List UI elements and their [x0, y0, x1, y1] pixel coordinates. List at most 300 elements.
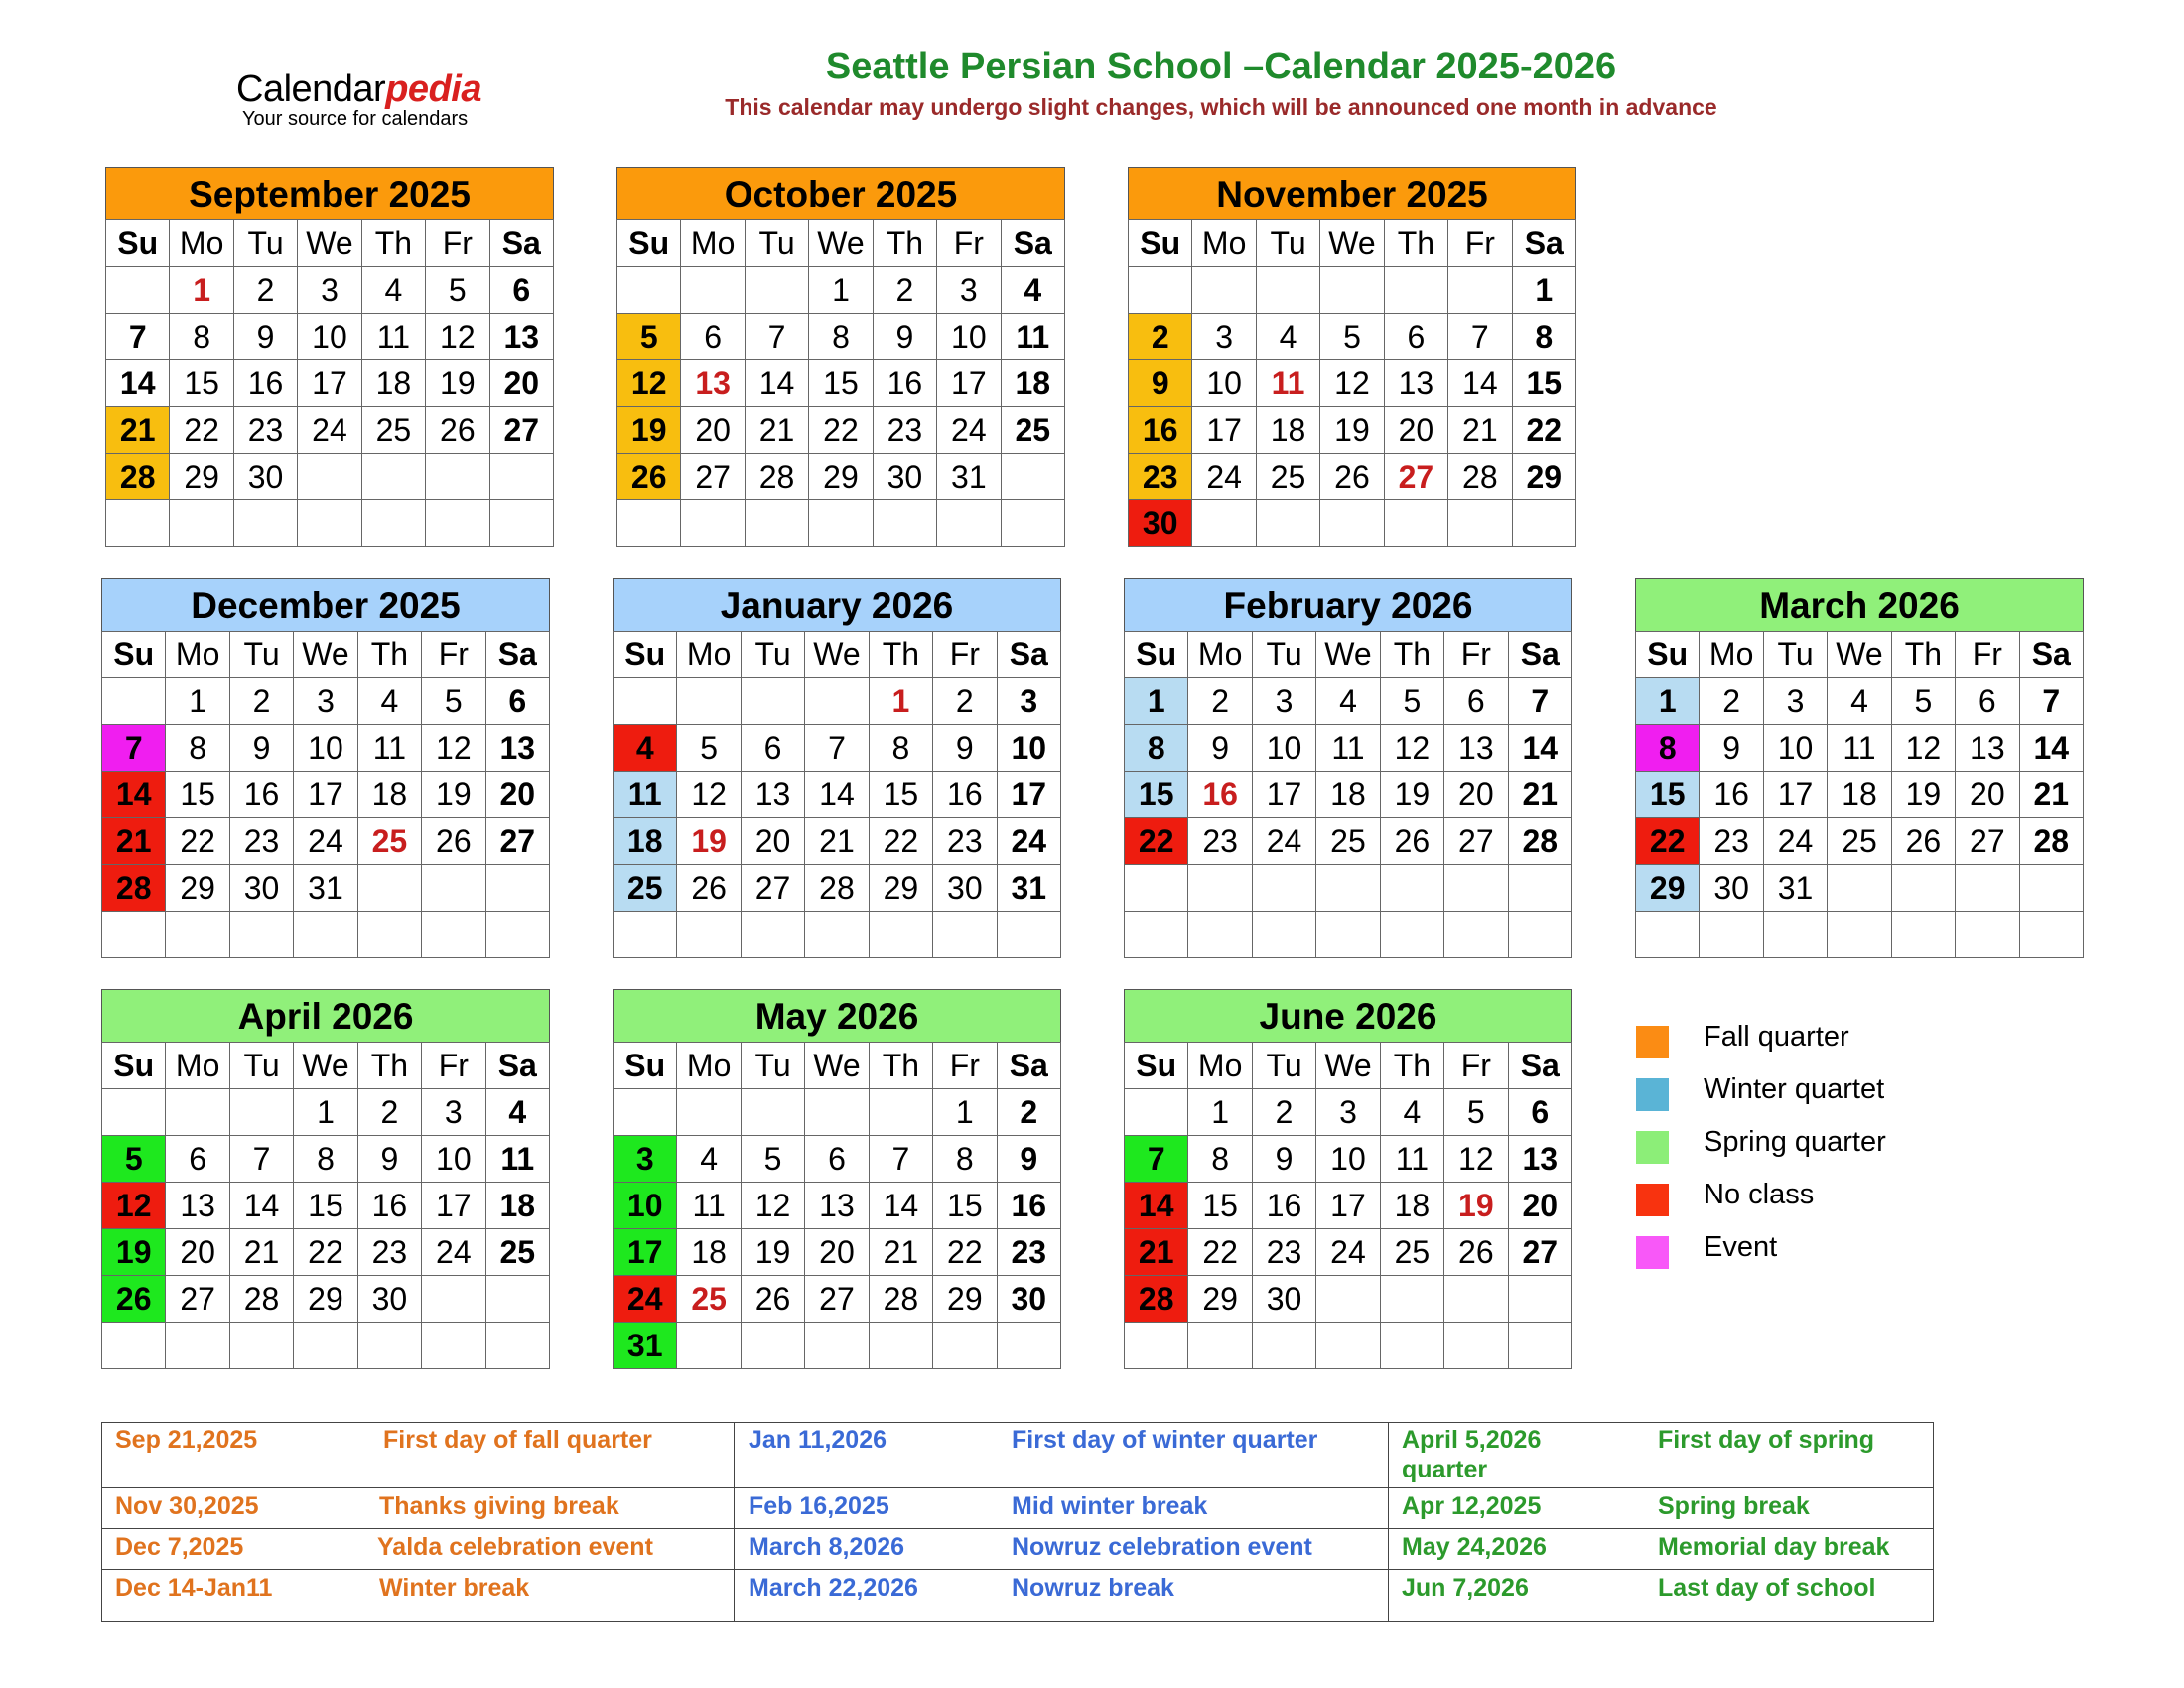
empty-day-cell — [741, 1089, 804, 1136]
day-cell: 8 — [869, 725, 932, 772]
day-cell: 1 — [294, 1089, 357, 1136]
weekday-label: We — [805, 1043, 869, 1089]
day-cell: 31 — [937, 454, 1001, 500]
day-cell: 23 — [1700, 818, 1763, 865]
day-cell: 1 — [1636, 678, 1700, 725]
day-cell: 14 — [1125, 1183, 1188, 1229]
day-cell: 24 — [1763, 818, 1827, 865]
weekday-header-row — [1125, 1043, 1572, 1089]
week-row — [1125, 1183, 1572, 1229]
empty-day-cell — [489, 454, 553, 500]
empty-day-cell — [1444, 1323, 1508, 1369]
event-date: Dec 14-Jan11 — [115, 1574, 273, 1602]
empty-day-cell — [1891, 912, 1955, 958]
weekday-label: Tu — [229, 632, 293, 678]
week-row — [614, 818, 1061, 865]
month-title: November 2025 — [1128, 167, 1576, 219]
weekday-label: Su — [106, 220, 170, 267]
day-cell: 23 — [1129, 454, 1192, 500]
empty-day-cell — [1380, 1276, 1443, 1323]
weekday-header-row — [1636, 632, 2084, 678]
day-cell: 8 — [809, 314, 873, 360]
weekday-label: Mo — [170, 220, 233, 267]
events-column-winter — [734, 1423, 1389, 1621]
empty-day-cell — [997, 912, 1060, 958]
event-date: Sep 21,2025 — [115, 1426, 258, 1454]
events-table — [101, 1422, 1934, 1622]
empty-day-cell — [485, 865, 549, 912]
day-cell: 18 — [357, 772, 421, 818]
day-cell: 8 — [1636, 725, 1700, 772]
empty-day-cell — [745, 500, 808, 547]
day-cell: 30 — [1700, 865, 1763, 912]
weekday-label: Sa — [489, 220, 553, 267]
week-row — [1636, 912, 2084, 958]
day-cell: 27 — [1956, 818, 2019, 865]
weekday-label: Su — [614, 1043, 677, 1089]
day-cell: 20 — [1444, 772, 1508, 818]
weekday-label: Th — [361, 220, 425, 267]
day-cell: 26 — [1320, 454, 1384, 500]
day-cell: 2 — [1252, 1089, 1315, 1136]
event-description: Yalda celebration event — [377, 1533, 653, 1561]
day-cell: 4 — [677, 1136, 741, 1183]
day-cell: 31 — [997, 865, 1060, 912]
weekday-label: Fr — [1444, 632, 1508, 678]
empty-day-cell — [1188, 1323, 1252, 1369]
empty-day-cell — [361, 500, 425, 547]
day-cell: 21 — [106, 407, 170, 454]
week-row — [106, 454, 554, 500]
day-cell: 10 — [298, 314, 361, 360]
empty-day-cell — [933, 912, 997, 958]
day-cell: 20 — [681, 407, 745, 454]
week-row — [102, 725, 550, 772]
day-cell: 5 — [422, 678, 485, 725]
day-cell: 17 — [298, 360, 361, 407]
day-cell: 17 — [1763, 772, 1827, 818]
weekday-label: Fr — [1956, 632, 2019, 678]
day-cell: 20 — [489, 360, 553, 407]
weekday-label: Tu — [229, 1043, 293, 1089]
day-cell: 13 — [681, 360, 745, 407]
day-cell: 7 — [1125, 1136, 1188, 1183]
day-cell: 9 — [1252, 1136, 1315, 1183]
weekday-header-row — [106, 220, 554, 267]
day-cell: 4 — [361, 267, 425, 314]
empty-day-cell — [1508, 912, 1571, 958]
month-title: April 2026 — [101, 989, 550, 1042]
week-row — [102, 865, 550, 912]
weekday-label: Mo — [677, 1043, 741, 1089]
empty-day-cell — [1125, 865, 1188, 912]
day-cell: 27 — [805, 1276, 869, 1323]
day-cell: 6 — [1384, 314, 1447, 360]
empty-day-cell — [485, 1276, 549, 1323]
day-cell: 5 — [1444, 1089, 1508, 1136]
day-cell: 23 — [873, 407, 936, 454]
legend-swatch — [1636, 1026, 1669, 1058]
week-row — [106, 314, 554, 360]
day-cell: 10 — [422, 1136, 485, 1183]
weekday-label: Th — [869, 1043, 932, 1089]
event-description: Nowruz break — [1012, 1574, 1174, 1602]
empty-day-cell — [357, 1323, 421, 1369]
day-cell: 5 — [1380, 678, 1443, 725]
empty-day-cell — [1316, 1276, 1380, 1323]
empty-day-cell — [106, 267, 170, 314]
day-cell: 3 — [614, 1136, 677, 1183]
weekday-label: Sa — [1508, 1043, 1571, 1089]
empty-day-cell — [1448, 500, 1512, 547]
day-cell: 17 — [422, 1183, 485, 1229]
day-cell: 23 — [997, 1229, 1060, 1276]
weekday-label: Sa — [997, 1043, 1060, 1089]
day-cell: 21 — [869, 1229, 932, 1276]
day-cell: 8 — [166, 725, 229, 772]
logo-tagline: Your source for calendars — [242, 108, 469, 130]
empty-day-cell — [2019, 865, 2083, 912]
event-date: Feb 16,2025 — [749, 1492, 889, 1520]
day-cell: 30 — [1129, 500, 1192, 547]
day-cell: 17 — [1316, 1183, 1380, 1229]
day-cell: 2 — [229, 678, 293, 725]
day-cell: 7 — [229, 1136, 293, 1183]
event-description: Winter break — [379, 1574, 530, 1602]
day-cell: 11 — [361, 314, 425, 360]
weekday-label: Mo — [1700, 632, 1763, 678]
day-cell: 6 — [489, 267, 553, 314]
empty-day-cell — [294, 1323, 357, 1369]
day-cell: 4 — [614, 725, 677, 772]
legend-item — [1628, 1118, 2045, 1171]
day-cell: 28 — [229, 1276, 293, 1323]
empty-day-cell — [614, 1089, 677, 1136]
event-row — [102, 1528, 734, 1570]
day-cell: 23 — [229, 818, 293, 865]
weekday-label: Mo — [681, 220, 745, 267]
weekday-label: Mo — [1192, 220, 1256, 267]
day-cell: 22 — [933, 1229, 997, 1276]
day-cell: 15 — [166, 772, 229, 818]
week-row — [614, 772, 1061, 818]
day-cell: 5 — [1320, 314, 1384, 360]
day-cell: 2 — [1188, 678, 1252, 725]
empty-day-cell — [1125, 1089, 1188, 1136]
page-title: Seattle Persian School –Calendar 2025-2026 — [825, 46, 1617, 87]
day-cell: 2 — [933, 678, 997, 725]
day-cell: 15 — [809, 360, 873, 407]
event-date: April 5,2026 quarter — [1402, 1426, 1542, 1483]
month-title: March 2026 — [1635, 578, 2084, 631]
day-cell: 25 — [1828, 818, 1891, 865]
week-row — [1636, 725, 2084, 772]
day-cell: 6 — [485, 678, 549, 725]
empty-day-cell — [1125, 912, 1188, 958]
month-calendar — [1124, 989, 1572, 1369]
weekday-label: Tu — [745, 220, 808, 267]
day-cell: 29 — [869, 865, 932, 912]
day-cell: 20 — [1956, 772, 2019, 818]
day-cell: 28 — [102, 865, 166, 912]
day-cell: 25 — [357, 818, 421, 865]
empty-day-cell — [1316, 865, 1380, 912]
day-cell: 16 — [229, 772, 293, 818]
weekday-label: Fr — [933, 632, 997, 678]
day-cell: 31 — [1763, 865, 1827, 912]
empty-day-cell — [1636, 912, 1700, 958]
day-cell: 15 — [1188, 1183, 1252, 1229]
legend-label: No class — [1704, 1179, 1815, 1210]
day-cell: 7 — [805, 725, 869, 772]
empty-day-cell — [1891, 865, 1955, 912]
day-cell: 3 — [1192, 314, 1256, 360]
day-cell: 9 — [997, 1136, 1060, 1183]
event-date: Jan 11,2026 — [749, 1426, 887, 1454]
empty-day-cell — [294, 912, 357, 958]
day-cell: 4 — [357, 678, 421, 725]
day-cell: 11 — [1256, 360, 1319, 407]
weekday-label: Th — [1380, 632, 1443, 678]
day-cell: 16 — [1188, 772, 1252, 818]
week-row — [614, 865, 1061, 912]
day-cell: 13 — [1444, 725, 1508, 772]
week-row — [1129, 314, 1576, 360]
month-calendar — [101, 578, 550, 958]
weekday-label: We — [298, 220, 361, 267]
event-row — [735, 1528, 1389, 1570]
weekday-header-row — [1125, 632, 1572, 678]
month-title: October 2025 — [616, 167, 1065, 219]
weekday-label: Tu — [233, 220, 297, 267]
day-cell: 26 — [422, 818, 485, 865]
day-cell: 10 — [1316, 1136, 1380, 1183]
empty-day-cell — [229, 1089, 293, 1136]
week-row — [1129, 407, 1576, 454]
empty-day-cell — [229, 1323, 293, 1369]
week-row — [1125, 865, 1572, 912]
week-row — [614, 1229, 1061, 1276]
weekday-label: Sa — [1001, 220, 1064, 267]
weekday-label: Mo — [166, 632, 229, 678]
day-cell: 23 — [1252, 1229, 1315, 1276]
empty-day-cell — [1001, 454, 1064, 500]
week-row — [106, 360, 554, 407]
empty-day-cell — [422, 1323, 485, 1369]
day-cell: 24 — [1192, 454, 1256, 500]
day-cell: 18 — [1380, 1183, 1443, 1229]
day-cell: 13 — [805, 1183, 869, 1229]
week-row — [614, 1183, 1061, 1229]
empty-day-cell — [298, 454, 361, 500]
event-row — [102, 1423, 734, 1487]
weekday-label: Su — [1129, 220, 1192, 267]
day-cell: 27 — [489, 407, 553, 454]
empty-day-cell — [997, 1323, 1060, 1369]
day-cell: 24 — [294, 818, 357, 865]
day-cell: 25 — [1001, 407, 1064, 454]
day-cell: 25 — [1380, 1229, 1443, 1276]
day-cell: 12 — [1380, 725, 1443, 772]
month-title: February 2026 — [1124, 578, 1572, 631]
day-cell: 18 — [361, 360, 425, 407]
week-row — [1129, 500, 1576, 547]
day-cell: 20 — [485, 772, 549, 818]
day-cell: 29 — [809, 454, 873, 500]
legend-item — [1628, 1013, 2045, 1065]
empty-day-cell — [869, 1323, 932, 1369]
empty-day-cell — [1700, 912, 1763, 958]
empty-day-cell — [1320, 267, 1384, 314]
week-row — [617, 407, 1065, 454]
empty-day-cell — [745, 267, 808, 314]
day-cell: 8 — [170, 314, 233, 360]
week-row — [1125, 912, 1572, 958]
day-cell: 9 — [357, 1136, 421, 1183]
empty-day-cell — [1508, 1323, 1571, 1369]
day-cell: 1 — [166, 678, 229, 725]
empty-day-cell — [677, 1323, 741, 1369]
day-cell: 28 — [805, 865, 869, 912]
day-cell: 22 — [1125, 818, 1188, 865]
weekday-label: We — [1316, 632, 1380, 678]
weekday-label: Mo — [1188, 1043, 1252, 1089]
empty-day-cell — [166, 1089, 229, 1136]
day-cell: 14 — [745, 360, 808, 407]
day-cell: 29 — [166, 865, 229, 912]
day-cell: 11 — [485, 1136, 549, 1183]
day-cell: 12 — [617, 360, 681, 407]
week-row — [106, 407, 554, 454]
week-row — [102, 678, 550, 725]
month-title: January 2026 — [613, 578, 1061, 631]
month-table — [101, 631, 550, 958]
day-cell: 3 — [997, 678, 1060, 725]
legend-swatch — [1636, 1131, 1669, 1164]
day-cell: 9 — [873, 314, 936, 360]
day-cell: 8 — [1512, 314, 1575, 360]
empty-day-cell — [1384, 267, 1447, 314]
month-title: December 2025 — [101, 578, 550, 631]
week-row — [1125, 678, 1572, 725]
weekday-label: We — [1316, 1043, 1380, 1089]
week-row — [614, 725, 1061, 772]
event-date: Nov 30,2025 — [115, 1492, 259, 1520]
day-cell: 25 — [361, 407, 425, 454]
empty-day-cell — [1380, 912, 1443, 958]
day-cell: 1 — [869, 678, 932, 725]
day-cell: 24 — [298, 407, 361, 454]
empty-day-cell — [1828, 865, 1891, 912]
event-description: Spring break — [1658, 1492, 1810, 1520]
week-row — [614, 1323, 1061, 1369]
empty-day-cell — [805, 912, 869, 958]
month-calendar — [613, 578, 1061, 958]
day-cell: 12 — [422, 725, 485, 772]
empty-day-cell — [422, 865, 485, 912]
month-table — [1635, 631, 2084, 958]
empty-day-cell — [229, 912, 293, 958]
legend-label: Winter quartet — [1704, 1073, 1885, 1105]
day-cell: 24 — [997, 818, 1060, 865]
weekday-header-row — [617, 220, 1065, 267]
day-cell: 16 — [1252, 1183, 1315, 1229]
day-cell: 13 — [1956, 725, 2019, 772]
month-calendar — [1635, 578, 2084, 958]
month-table — [1124, 631, 1572, 958]
day-cell: 12 — [677, 772, 741, 818]
day-cell: 30 — [997, 1276, 1060, 1323]
day-cell: 9 — [1700, 725, 1763, 772]
day-cell: 10 — [294, 725, 357, 772]
day-cell: 18 — [1828, 772, 1891, 818]
day-cell: 9 — [1188, 725, 1252, 772]
day-cell: 14 — [2019, 725, 2083, 772]
day-cell: 19 — [677, 818, 741, 865]
day-cell: 26 — [102, 1276, 166, 1323]
week-row — [1125, 1136, 1572, 1183]
day-cell: 17 — [997, 772, 1060, 818]
month-table — [616, 219, 1065, 547]
day-cell: 26 — [677, 865, 741, 912]
day-cell: 22 — [1512, 407, 1575, 454]
week-row — [102, 772, 550, 818]
month-table — [1128, 219, 1576, 547]
day-cell: 8 — [933, 1136, 997, 1183]
day-cell: 27 — [1508, 1229, 1571, 1276]
empty-day-cell — [869, 912, 932, 958]
empty-day-cell — [1188, 912, 1252, 958]
day-cell: 19 — [1320, 407, 1384, 454]
day-cell: 17 — [1252, 772, 1315, 818]
empty-day-cell — [489, 500, 553, 547]
day-cell: 20 — [741, 818, 804, 865]
day-cell: 14 — [869, 1183, 932, 1229]
legend-item — [1628, 1171, 2045, 1223]
day-cell: 23 — [1188, 818, 1252, 865]
weekday-label: Fr — [422, 1043, 485, 1089]
day-cell: 5 — [102, 1136, 166, 1183]
week-row — [102, 818, 550, 865]
event-row — [102, 1487, 734, 1529]
week-row — [617, 267, 1065, 314]
empty-day-cell — [485, 1323, 549, 1369]
legend-label: Spring quarter — [1704, 1126, 1886, 1158]
weekday-label: Tu — [741, 632, 804, 678]
event-row — [735, 1423, 1389, 1487]
empty-day-cell — [677, 1089, 741, 1136]
weekday-label: Sa — [997, 632, 1060, 678]
day-cell: 11 — [1316, 725, 1380, 772]
month-calendar — [1128, 167, 1576, 547]
month-title: June 2026 — [1124, 989, 1572, 1042]
weekday-header-row — [102, 632, 550, 678]
day-cell: 28 — [869, 1276, 932, 1323]
day-cell: 2 — [873, 267, 936, 314]
day-cell: 22 — [1188, 1229, 1252, 1276]
empty-day-cell — [809, 500, 873, 547]
empty-day-cell — [1320, 500, 1384, 547]
day-cell: 18 — [1316, 772, 1380, 818]
day-cell: 27 — [741, 865, 804, 912]
legend-swatch — [1636, 1236, 1669, 1269]
weekday-header-row — [1129, 220, 1576, 267]
event-description: Last day of school — [1658, 1574, 1876, 1602]
month-calendar — [616, 167, 1065, 547]
day-cell: 16 — [233, 360, 297, 407]
week-row — [102, 1323, 550, 1369]
month-table — [613, 1042, 1061, 1369]
